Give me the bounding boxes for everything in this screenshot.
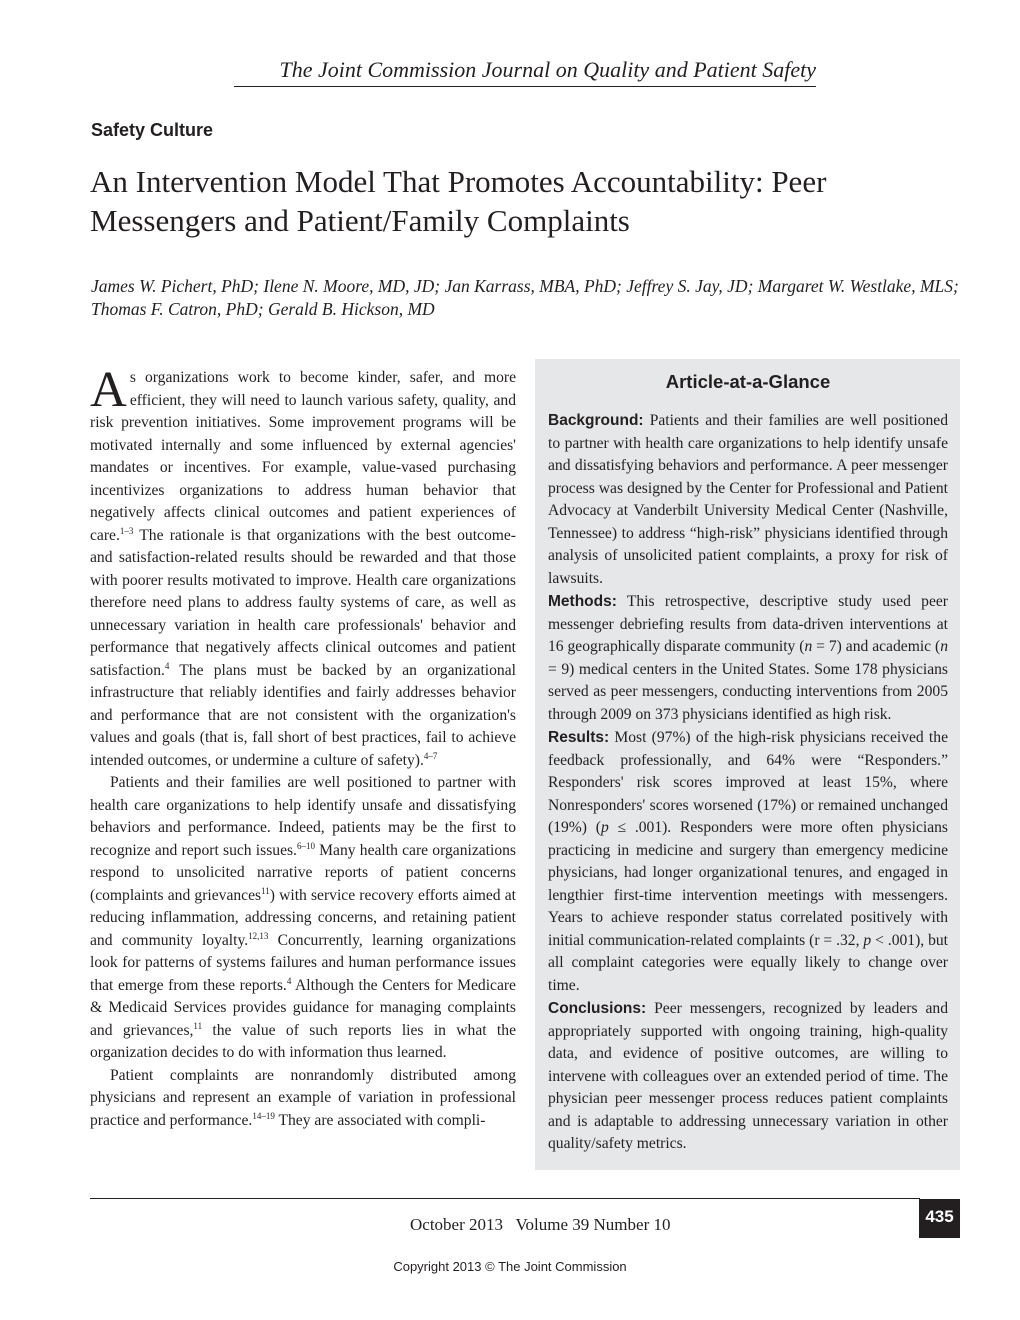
reference-superscript: 12,13 bbox=[248, 930, 269, 941]
glance-text: = 7) and academic ( bbox=[812, 638, 941, 655]
glance-heading: Methods: bbox=[548, 593, 617, 610]
glance-methods bbox=[548, 591, 948, 726]
glance-results bbox=[548, 727, 948, 997]
body-text: Many health care organizations respond to unsolicited narrative reports of patient concerns (complaints and grievances bbox=[90, 841, 516, 904]
italic-symbol: n bbox=[804, 638, 813, 655]
body-paragraph-1 bbox=[90, 362, 516, 772]
glance-heading: Background: bbox=[548, 412, 644, 429]
reference-superscript: 1–3 bbox=[119, 525, 134, 536]
body-text: The plans must be backed by an organizational infrastructure that reliably identifies and fairly addresses behavior and performance that are not consistent with the organization's values and goals (that is, fall short of best practices, fail to achieve intended outcomes, or undermine a culture of safety). bbox=[90, 661, 516, 769]
body-paragraph-3 bbox=[90, 1065, 516, 1133]
body-text: The rationale is that organizations with the best outcome- and satisfaction-related results should be rewarded and that those with poorer results motivated to improve. Health care organizations therefore need plans to address faulty systems of care, as well as unnecessary variation in health care professionals' behavior and performance that negatively affects clinical outcomes and patient satisfaction. bbox=[90, 526, 516, 679]
glance-text: < .001), but all complaint categories were equally likely to change over time. bbox=[548, 931, 949, 994]
section-label: Safety Culture bbox=[91, 120, 214, 140]
body-column bbox=[90, 362, 516, 1132]
body-text: They are associated with compli- bbox=[274, 1111, 486, 1129]
issue-info: October 2013 Volume 39 Number 10 bbox=[410, 1215, 671, 1234]
reference-superscript: 4 bbox=[164, 660, 170, 671]
page-number: 435 bbox=[919, 1199, 960, 1238]
glance-text: Peer messengers, recognized by leaders and appropriately supported with ongoing training, high-quality data, and evidence of positive outcomes, are willing to intervene with colleagues over an extended period of time. The physician peer messenger process reduces patient complaints and is adaptable to addressing unnecessary variation in other quality/safety metrics. bbox=[548, 1000, 948, 1152]
glance-text: Most (97%) of the high-risk physicians received the feedback professionally, and 64% were “Responders.” Responders' risk scores improved at least 15%, where Nonresponders' scores worsened (17%) or remained unchanged (19%) ( bbox=[548, 729, 948, 836]
glance-background bbox=[548, 410, 948, 590]
reference-superscript: 11 bbox=[193, 1020, 203, 1031]
glance-heading: Results: bbox=[548, 729, 610, 746]
authors-line-2: Thomas F. Catron, PhD; Gerald B. Hickson, MD bbox=[91, 299, 435, 319]
body-text: Patient complaints are nonrandomly distributed among physicians and represent an example of variation in professional practice and performance. bbox=[90, 1066, 516, 1129]
glance-title: Article-at-a-Glance bbox=[665, 371, 831, 392]
reference-superscript: 4–7 bbox=[423, 750, 438, 761]
copyright-notice: Copyright 2013 © The Joint Commission bbox=[393, 1259, 627, 1274]
body-text: Patients and their families are well positioned to partner with health care organizations to help identify unsafe and dissatisfying behaviors and performance. Indeed, patients may be the first to recognize and report such issues. bbox=[90, 774, 516, 859]
drop-cap: A bbox=[90, 362, 127, 418]
glance-text: Patients and their families are well positioned to partner with health care organizations to help identify unsafe and dissatisfying behaviors and performance. A peer messenger process was designed by the Center for Professional and Patient Advocacy at Vanderbilt University Medical Center (Nashville, Tennessee) to address “high-risk” physicians identified through analysis of unsolicited patient complaints, a proxy for risk of lawsuits. bbox=[548, 412, 948, 587]
body-text: s organizations work to become kinder, safer, and more efficient, they will need to launch various safety, quality, and risk prevention initiatives. Some improvement programs will be motivated internally and some influenced by external agencies' mandates or incentives. For example, value-vased purchasing incentivizes organizations to address human behavior that negatively affects clinical outcomes and patient experiences of care. bbox=[90, 369, 516, 544]
reference-superscript: 11 bbox=[261, 885, 270, 896]
body-paragraph-2 bbox=[90, 772, 516, 1065]
glance-conclusions bbox=[548, 998, 948, 1156]
glance-text: = 9) medical centers in the United States. Some 178 physicians served as peer messengers, conducting interventions from 2005 through 2009 on 373 physicians identified as high risk. bbox=[548, 660, 948, 723]
body-text: Concurrently, learning organizations look for patterns of systems failures and human performance issues that emerge from these reports. bbox=[90, 931, 516, 994]
body-text: the value of such reports lies in what the organization decides to do with information thus learned. bbox=[90, 1021, 516, 1061]
body-text: ) with service recovery efforts aimed at reducing inflammation, addressing concerns, and retaining patient and community loyalty. bbox=[90, 886, 516, 949]
authors-line-1: James W. Pichert, PhD; Ilene N. Moore, MD, JD; Jan Karrass, MBA, PhD; Jeffrey S. Jay, JD; Margaret W. Westlake, MLS; bbox=[91, 276, 959, 296]
body-text: Although the Centers for Medicare & Medicaid Services provides guidance for managing complaints and grievances, bbox=[90, 976, 516, 1039]
author-list bbox=[91, 275, 971, 321]
article-title: An Intervention Model That Promotes Accountability: Peer Messengers and Patient/Family Complaints bbox=[90, 164, 827, 238]
reference-superscript: 4 bbox=[286, 975, 292, 986]
journal-running-header: The Joint Commission Journal on Quality and Patient Safety bbox=[234, 56, 816, 87]
glance-text: ≤ .001). Responders were more often physicians practicing in medicine and surgery than emergency medicine physicians, had longer organizational tenures, and engaged in lengthier first-time intervention meetings with messengers. Years to achieve responder status correlated positively with initial communication-related complaints (r = .32, bbox=[548, 819, 949, 949]
reference-superscript: 14–19 bbox=[252, 1110, 275, 1121]
reference-superscript: 6–10 bbox=[296, 840, 315, 851]
glance-heading: Conclusions: bbox=[548, 1000, 647, 1017]
glance-text: This retrospective, descriptive study used peer messenger debriefing results from data-driven interventions at 16 geographically disparate community ( bbox=[548, 593, 948, 655]
article-at-a-glance-box bbox=[535, 359, 960, 1170]
italic-symbol: p bbox=[600, 819, 609, 836]
italic-symbol: p bbox=[863, 931, 872, 949]
footer-divider bbox=[90, 1198, 920, 1199]
italic-symbol: n bbox=[940, 638, 948, 655]
